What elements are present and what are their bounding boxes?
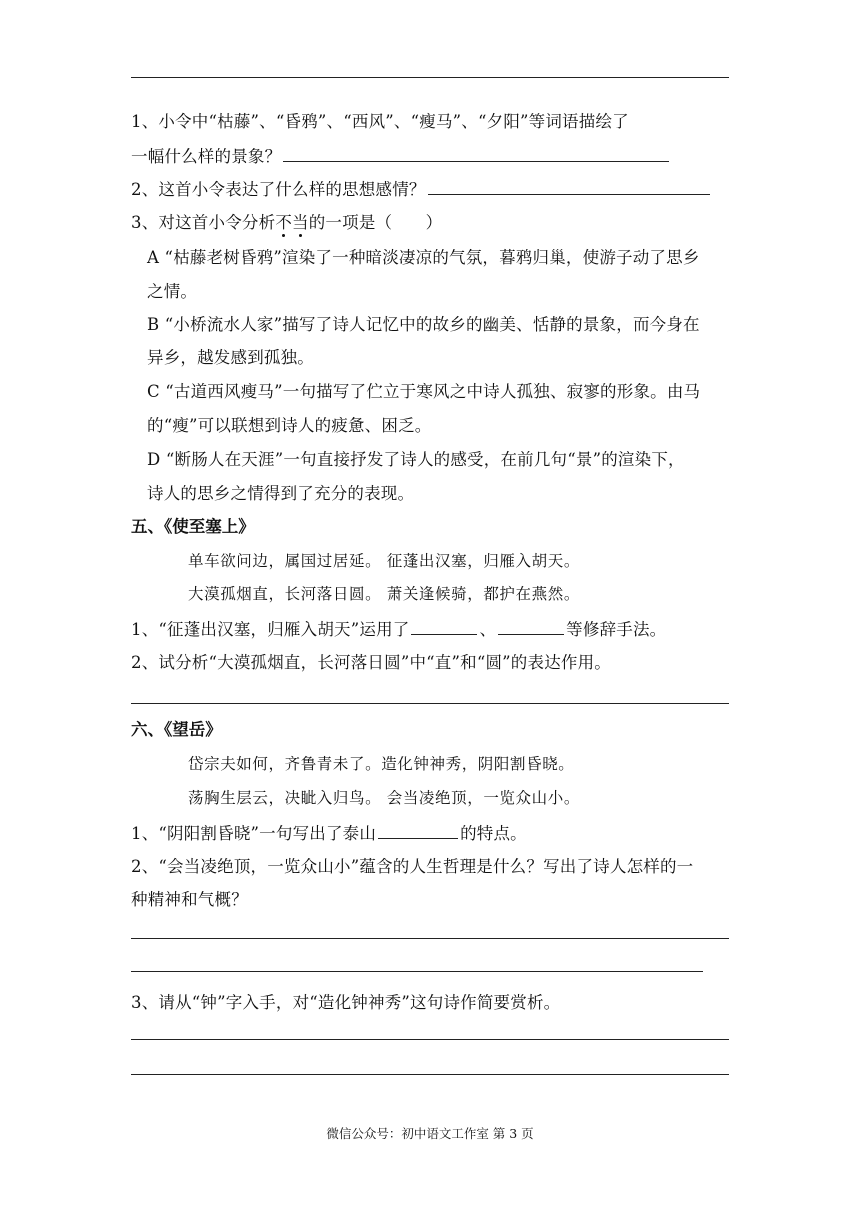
s4-q2-answer-blank[interactable] xyxy=(428,178,710,195)
option-b-line1: B “小桥流水人家”描写了诗人记忆中的故乡的幽美、恬静的景象，而今身在 xyxy=(147,315,700,334)
s5-q2: 2、试分析“大漠孤烟直，长河落日圆”中“直”和“圆”的表达作用。 xyxy=(131,653,612,672)
s4-q1-line2-text: 一幅什么样的景象？ xyxy=(131,147,282,166)
s4-q1-line1: 1、小令中“枯藤”、“昏鸦”、“西风”、“瘦马”、“夕阳”等词语描绘了 xyxy=(131,112,629,131)
s5-q1-blank-2[interactable] xyxy=(498,618,564,635)
option-c-line1: C “古道西风瘦马”一句描写了伫立于寒风之中诗人孤独、寂寥的形象。由马 xyxy=(147,382,701,401)
s4-q3-pre: 3、对这首小令分析 xyxy=(131,213,276,232)
option-d-line1: D “断肠人在天涯”一句直接抒发了诗人的感受，在前几句“景”的渲染下， xyxy=(147,450,685,469)
s6-poem-line1: 岱宗夫如何，齐鲁青未了。造化钟神秀，阴阳割昏晓。 xyxy=(188,755,575,773)
option-a-line2: 之情。 xyxy=(147,282,198,301)
s6-q3-answer-line-1[interactable] xyxy=(131,1039,729,1040)
s6-poem-line2: 荡胸生层云，决眦入归鸟。 会当凌绝顶，一览众山小。 xyxy=(188,789,580,807)
s5-q1-pre: 1、“征蓬出汉塞，归雁入胡天”运用了 xyxy=(131,620,410,639)
s5-q1 xyxy=(131,618,666,641)
s4-q3-emph-2: 当 xyxy=(292,213,309,232)
option-c-line2: 的“瘦”可以联想到诗人的疲惫、困乏。 xyxy=(147,416,432,435)
s5-q2-answer-line[interactable] xyxy=(131,703,729,704)
top-divider xyxy=(131,77,729,78)
s4-q2-text: 2、这首小令表达了什么样的思想感情？ xyxy=(131,180,426,199)
page-footer: 微信公众号：初中语文工作室 第 3 页 xyxy=(326,1126,534,1141)
s6-q3: 3、请从“钟”字入手，对“造化钟神秀”这句诗作简要赏析。 xyxy=(131,993,561,1012)
s6-q2-answer-line-1[interactable] xyxy=(131,938,729,939)
option-b-line2: 异乡，越发感到孤独。 xyxy=(147,348,314,367)
s4-q1-line2 xyxy=(131,145,671,168)
s4-q3-emph-1: 不 xyxy=(275,213,293,232)
s6-q2-answer-line-2[interactable] xyxy=(131,971,703,972)
option-d-line2: 诗人的思乡之情得到了充分的表现。 xyxy=(147,484,415,503)
s5-poem-line1: 单车欲问边，属国过居延。 征蓬出汉塞，归雁入胡天。 xyxy=(188,552,580,570)
s6-q3-answer-line-2[interactable] xyxy=(131,1074,729,1075)
s6-q1-post: 的特点。 xyxy=(460,824,527,843)
option-a-line1: A “枯藤老树昏鸦”渲染了一种暗淡凄凉的气氛，暮鸦归巢，使游子动了思乡 xyxy=(147,248,700,267)
s6-heading: 六、《望岳》 xyxy=(131,720,222,739)
s6-q1-pre: 1、“阴阳割昏晓”一句写出了泰山 xyxy=(131,824,377,843)
s4-q1-answer-blank[interactable] xyxy=(283,145,669,162)
s5-heading: 五、《使至塞上》 xyxy=(131,517,255,536)
s6-q2-line1: 2、“会当凌绝顶，一览众山小”蕴含的人生哲理是什么？写出了诗人怎样的一 xyxy=(131,857,694,876)
s4-q3-post: 的一项是（ ） xyxy=(308,213,443,232)
s5-poem-line2: 大漠孤烟直，长河落日圆。 萧关逢候骑，都护在燕然。 xyxy=(188,585,580,603)
s4-q3 xyxy=(131,212,442,234)
s5-q1-sep: 、 xyxy=(479,620,497,639)
s5-q1-blank-1[interactable] xyxy=(411,618,477,635)
s6-q2-line2: 种精神和气概？ xyxy=(131,890,248,909)
s5-q1-post: 等修辞手法。 xyxy=(566,620,667,639)
s6-q1 xyxy=(131,822,527,845)
s4-q2 xyxy=(131,178,712,201)
s6-q1-blank[interactable] xyxy=(378,822,458,839)
